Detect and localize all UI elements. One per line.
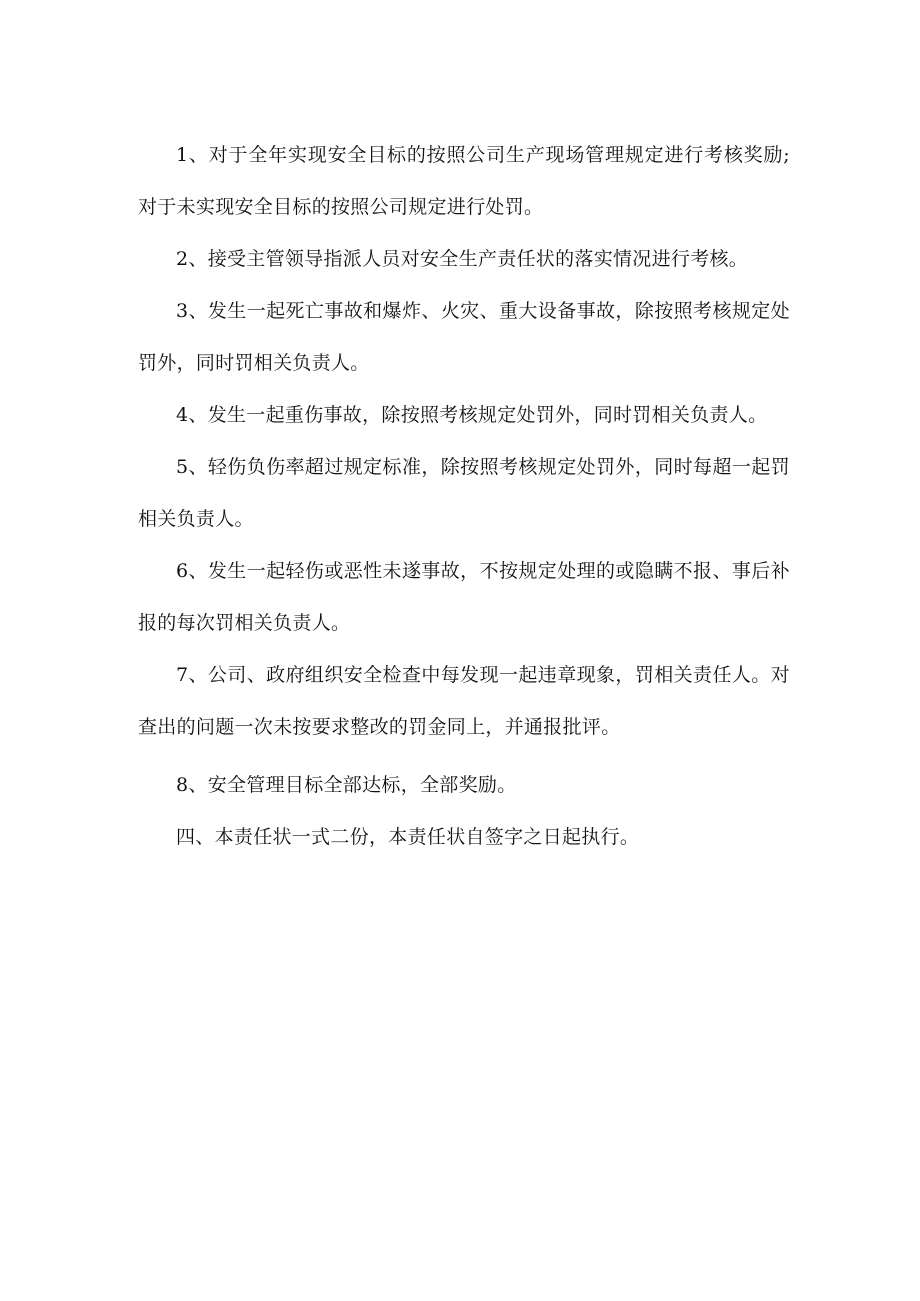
document-body [138, 129, 790, 863]
paragraph-item-3: 3、发生一起死亡事故和爆炸、火灾、重大设备事故，除按照考核规定处罚外，同时罚相关负责人。 [138, 300, 790, 374]
paragraph-item-7: 7、公司、政府组织安全检查中每发现一起违章现象，罚相关责任人。对查出的问题一次未按要求整改的罚金同上，并通报批评。 [138, 664, 790, 738]
paragraph-item-8: 8、安全管理目标全部达标，全部奖励。 [176, 774, 517, 796]
paragraph-item-1: 1、对于全年实现安全目标的按照公司生产现场管理规定进行考核奖励;对于未实现安全目标的按照公司规定进行处罚。 [138, 144, 790, 218]
paragraph-item-4: 4、发生一起重伤事故，除按照考核规定处罚外，同时罚相关负责人。 [176, 404, 768, 426]
paragraph-item-2: 2、接受主管领导指派人员对安全生产责任状的落实情况进行考核。 [176, 248, 749, 270]
paragraph-section-4: 四、本责任状一式二份，本责任状自签字之日起执行。 [176, 826, 640, 848]
paragraph-item-5: 5、轻伤负伤率超过规定标准，除按照考核规定处罚外，同时每超一起罚相关负责人。 [138, 456, 790, 530]
paragraph-item-6: 6、发生一起轻伤或恶性未遂事故，不按规定处理的或隐瞒不报、事后补报的每次罚相关负责人。 [138, 560, 790, 634]
